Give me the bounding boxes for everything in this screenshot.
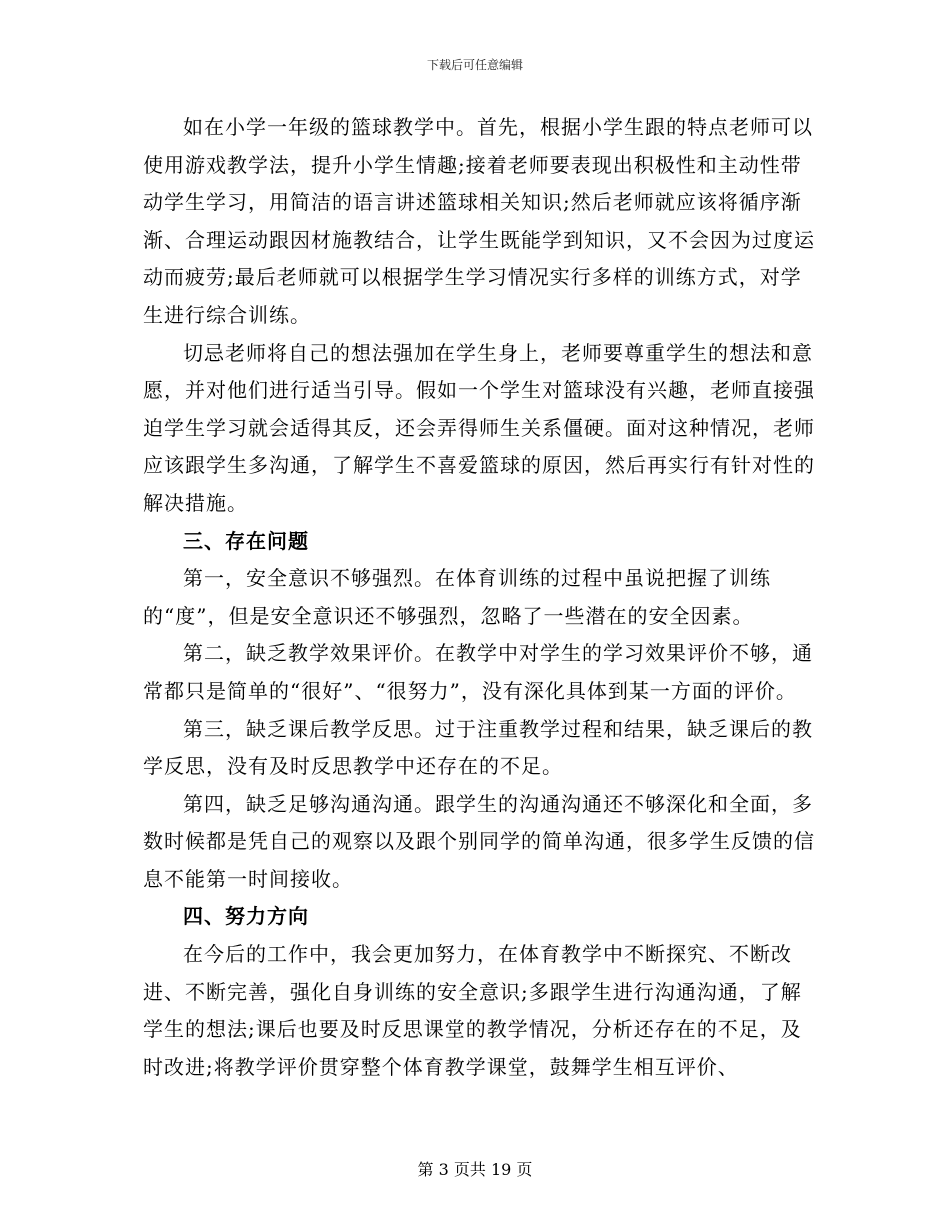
section-heading-problems: 三、存在问题 [183,528,309,553]
header-note: 下载后可任意编辑 [426,58,523,72]
paragraph-basketball-example: 如在小学一年级的篮球教学中。首先，根据小学生跟的特点老师可以使用游戏教学法，提升小学生情趣;接着老师要表现出积极性和主动性带动学生学习，用简洁的语言讲述篮球相关知识;然后老师就应该将循序渐渐、合理运动跟因材施教结合，让学生既能学到知识，又不会因为过度运动而疲劳;最后老师就可以根据学生学习情况实行多样的训练方式，对学生进行综合训练。 [143,115,815,327]
section-heading-direction: 四、努力方向 [183,904,309,929]
paragraph-problem-3: 第三，缺乏课后教学反思。过于注重教学过程和结果，缺乏课后的教学反思，没有及时反思教学中还存在的不足。 [143,716,813,779]
page-number: 第 3 页共 19 页 [417,1160,533,1179]
document-body [143,109,815,1086]
paragraph-problem-1: 第一，安全意识不够强烈。在体育训练的过程中虽说把握了训练的“度”，但是安全意识还不够强烈，忽略了一些潜在的安全因素。 [143,566,771,628]
paragraph-problem-2: 第二，缺乏教学效果评价。在教学中对学生的学习效果评价不够，通常都只是简单的“很好”、“很努力”，没有深化具体到某一方面的评价。 [143,641,813,703]
paragraph-respect-students: 切忌老师将自己的想法强加在学生身上，老师要尊重学生的想法和意愿，并对他们进行适当引导。假如一个学生对篮球没有兴趣，老师直接强迫学生学习就会适得其反，还会弄得师生关系僵硬。面对这种情况，老师应该跟学生多沟通，了解学生不喜爱篮球的原因，然后再实行有针对性的解决措施。 [143,340,815,515]
paragraph-direction: 在今后的工作中，我会更加努力，在体育教学中不断探究、不断改进、不断完善，强化自身训练的安全意识;多跟学生进行沟通沟通，了解学生的想法;课后也要及时反思课堂的教学情况，分析还存在的不足，及时改进;将教学评价贯穿整个体育教学课堂，鼓舞学生相互评价、 [143,942,802,1079]
paragraph-problem-4: 第四，缺乏足够沟通沟通。跟学生的沟通沟通还不够深化和全面，多数时候都是凭自己的观察以及跟个别同学的简单沟通，很多学生反馈的信息不能第一时间接收。 [143,791,815,891]
